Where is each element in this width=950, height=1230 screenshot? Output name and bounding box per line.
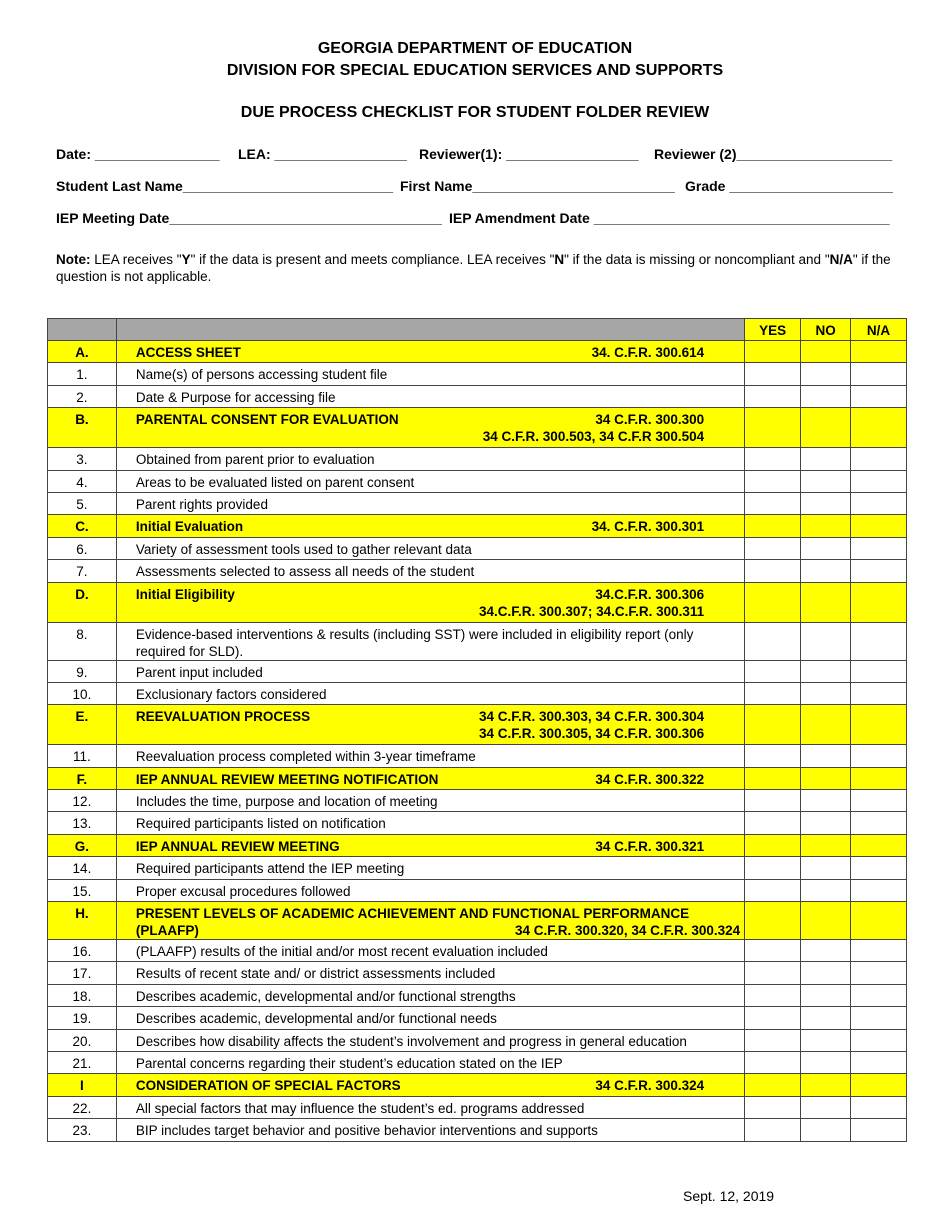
yes-cell[interactable] xyxy=(745,660,801,682)
no-cell[interactable] xyxy=(801,660,851,682)
na-cell[interactable] xyxy=(851,622,907,660)
checklist-table xyxy=(47,318,907,1142)
table-row xyxy=(48,448,907,470)
section-row xyxy=(48,767,907,789)
section-citation: 34 C.F.R. 300.503, 34 C.F.R 300.504 xyxy=(482,429,705,445)
no-cell[interactable] xyxy=(801,902,851,940)
section-citation: 34 C.F.R. 300.303, 34 C.F.R. 300.304 xyxy=(479,709,705,725)
na-cell[interactable] xyxy=(851,385,907,407)
no-cell[interactable] xyxy=(801,515,851,537)
section-title: Initial Eligibility xyxy=(135,586,235,602)
no-cell[interactable] xyxy=(801,1051,851,1073)
item-description: Parental concerns regarding their student’s education stated on the IEP xyxy=(116,1051,744,1073)
footer-date: Sept. 12, 2019 xyxy=(683,1188,775,1204)
yes-column-header: YES xyxy=(745,319,801,341)
na-cell[interactable] xyxy=(851,857,907,879)
yes-cell[interactable] xyxy=(745,385,801,407)
item-number: 22. xyxy=(48,1096,117,1118)
yes-cell[interactable] xyxy=(745,790,801,812)
lea-field[interactable]: LEA: _________________ xyxy=(238,146,407,162)
na-cell[interactable] xyxy=(851,902,907,940)
section-id: C. xyxy=(48,515,117,537)
na-cell[interactable] xyxy=(851,363,907,385)
yes-cell[interactable] xyxy=(745,537,801,559)
table-row xyxy=(48,1119,907,1141)
no-cell[interactable] xyxy=(801,940,851,962)
no-cell[interactable] xyxy=(801,1007,851,1029)
date-field[interactable]: Date: ________________ xyxy=(56,146,220,162)
item-description: Results of recent state and/ or district assessments included xyxy=(116,962,744,984)
yes-cell[interactable] xyxy=(745,857,801,879)
yes-cell[interactable] xyxy=(745,812,801,834)
no-cell[interactable] xyxy=(801,962,851,984)
na-cell[interactable] xyxy=(851,984,907,1006)
section-title: ACCESS SHEET xyxy=(135,345,241,360)
table-row xyxy=(48,962,907,984)
yes-cell[interactable] xyxy=(745,940,801,962)
section-row xyxy=(48,705,907,745)
item-description: Includes the time, purpose and location of meeting xyxy=(116,790,744,812)
section-row xyxy=(48,582,907,622)
yes-cell[interactable] xyxy=(745,1007,801,1029)
na-cell[interactable] xyxy=(851,767,907,789)
no-cell[interactable] xyxy=(801,1029,851,1051)
item-description: Describes how disability affects the student’s involvement and progress in general education xyxy=(116,1029,744,1051)
last-name-field[interactable]: Student Last Name___________________________ xyxy=(56,178,394,194)
na-cell[interactable] xyxy=(851,470,907,492)
item-number: 16. xyxy=(48,940,117,962)
item-description: Name(s) of persons accessing student file xyxy=(116,363,744,385)
yes-cell[interactable] xyxy=(745,1096,801,1118)
section-id: B. xyxy=(48,408,117,448)
table-header-row xyxy=(48,319,907,341)
section-id: D. xyxy=(48,582,117,622)
section-citation: 34.C.F.R. 300.306 xyxy=(595,586,705,602)
first-name-field[interactable]: First Name__________________________ xyxy=(400,178,675,194)
table-row xyxy=(48,363,907,385)
no-cell[interactable] xyxy=(801,682,851,704)
reviewer2-field[interactable]: Reviewer (2)____________________ xyxy=(654,146,893,162)
no-cell[interactable] xyxy=(801,1119,851,1141)
item-number: 15. xyxy=(48,879,117,901)
section-citation: 34 C.F.R. 300.300 xyxy=(595,412,705,428)
yes-cell[interactable] xyxy=(745,515,801,537)
table-row xyxy=(48,385,907,407)
item-number: 20. xyxy=(48,1029,117,1051)
table-row xyxy=(48,984,907,1006)
yes-cell[interactable] xyxy=(745,448,801,470)
na-cell[interactable] xyxy=(851,1007,907,1029)
na-cell[interactable] xyxy=(851,560,907,582)
no-cell[interactable] xyxy=(801,1074,851,1096)
iep-meeting-date-field[interactable]: IEP Meeting Date___________________________________ xyxy=(56,210,442,226)
no-cell[interactable] xyxy=(801,448,851,470)
no-column-header: NO xyxy=(801,319,851,341)
section-citation: 34. C.F.R. 300.614 xyxy=(591,345,705,360)
item-description: Reevaluation process completed within 3-year timeframe xyxy=(116,745,744,767)
no-cell[interactable] xyxy=(801,705,851,745)
section-id: F. xyxy=(48,767,117,789)
section-title: REEVALUATION PROCESS xyxy=(135,709,311,725)
na-column-header: N/A xyxy=(851,319,907,341)
yes-cell[interactable] xyxy=(745,745,801,767)
item-number: 3. xyxy=(48,448,117,470)
item-description: Variety of assessment tools used to gather relevant data xyxy=(116,537,744,559)
yes-cell[interactable] xyxy=(745,492,801,514)
na-cell[interactable] xyxy=(851,1096,907,1118)
yes-cell[interactable] xyxy=(745,1029,801,1051)
yes-cell[interactable] xyxy=(745,582,801,622)
na-cell[interactable] xyxy=(851,492,907,514)
yes-cell[interactable] xyxy=(745,682,801,704)
na-cell[interactable] xyxy=(851,1051,907,1073)
table-row xyxy=(48,682,907,704)
table-row xyxy=(48,790,907,812)
yes-cell[interactable] xyxy=(745,1051,801,1073)
na-cell[interactable] xyxy=(851,790,907,812)
na-cell[interactable] xyxy=(851,940,907,962)
table-row xyxy=(48,470,907,492)
table-row xyxy=(48,1007,907,1029)
item-number: 14. xyxy=(48,857,117,879)
section-title: IEP ANNUAL REVIEW MEETING NOTIFICATION xyxy=(135,771,439,787)
section-title: PRESENT LEVELS OF ACADEMIC ACHIEVEMENT AND FUNCTIONAL PERFORMANCE xyxy=(135,906,690,922)
item-description: (PLAAFP) results of the initial and/or most recent evaluation included xyxy=(116,940,744,962)
section-row xyxy=(48,515,907,537)
yes-cell[interactable] xyxy=(745,767,801,789)
item-number: 21. xyxy=(48,1051,117,1073)
table-row xyxy=(48,537,907,559)
no-cell[interactable] xyxy=(801,857,851,879)
no-cell[interactable] xyxy=(801,363,851,385)
no-cell[interactable] xyxy=(801,745,851,767)
division-title: DIVISION FOR SPECIAL EDUCATION SERVICES AND SUPPORTS xyxy=(226,62,724,79)
item-number: 6. xyxy=(48,537,117,559)
section-title: Initial Evaluation xyxy=(135,519,244,535)
item-number: 13. xyxy=(48,812,117,834)
table-row xyxy=(48,1051,907,1073)
na-cell[interactable] xyxy=(851,582,907,622)
iep-amendment-date-field[interactable]: IEP Amendment Date ______________________________________ xyxy=(449,210,890,226)
no-cell[interactable] xyxy=(801,812,851,834)
no-cell[interactable] xyxy=(801,537,851,559)
yes-cell[interactable] xyxy=(745,560,801,582)
item-number: 10. xyxy=(48,682,117,704)
section-citation: 34 C.F.R. 300.321 xyxy=(595,838,705,854)
no-cell[interactable] xyxy=(801,385,851,407)
no-cell[interactable] xyxy=(801,408,851,448)
section-id: H. xyxy=(48,902,117,940)
item-number: 23. xyxy=(48,1119,117,1141)
item-number: 9. xyxy=(48,660,117,682)
no-cell[interactable] xyxy=(801,582,851,622)
section-row xyxy=(48,341,907,363)
section-title: IEP ANNUAL REVIEW MEETING xyxy=(135,838,340,854)
item-description: Parent rights provided xyxy=(116,492,744,514)
compliance-note: Note: LEA receives "Y" if the data is present and meets compliance. LEA receives "N" if the data is missing or noncompliant and "N/A" if the question is not applicable. xyxy=(56,252,891,284)
table-row xyxy=(48,1029,907,1051)
na-cell[interactable] xyxy=(851,448,907,470)
yes-cell[interactable] xyxy=(745,341,801,363)
na-cell[interactable] xyxy=(851,682,907,704)
no-cell[interactable] xyxy=(801,767,851,789)
section-id: I xyxy=(48,1074,117,1096)
item-number: 5. xyxy=(48,492,117,514)
table-row xyxy=(48,812,907,834)
item-description: Date & Purpose for accessing file xyxy=(116,385,744,407)
na-cell[interactable] xyxy=(851,408,907,448)
table-row xyxy=(48,1096,907,1118)
na-cell[interactable] xyxy=(851,834,907,856)
section-citation: 34 C.F.R. 300.320, 34 C.F.R. 300.324 xyxy=(515,923,741,939)
yes-cell[interactable] xyxy=(745,1119,801,1141)
item-description: Parent input included xyxy=(116,660,744,682)
item-description: Required participants attend the IEP meeting xyxy=(116,857,744,879)
item-number: 4. xyxy=(48,470,117,492)
yes-cell[interactable] xyxy=(745,902,801,940)
table-row xyxy=(48,745,907,767)
item-description: Describes academic, developmental and/or functional strengths xyxy=(116,984,744,1006)
yes-cell[interactable] xyxy=(745,984,801,1006)
na-cell[interactable] xyxy=(851,1119,907,1141)
yes-cell[interactable] xyxy=(745,622,801,660)
na-cell[interactable] xyxy=(851,341,907,363)
item-description: Required participants listed on notification xyxy=(116,812,744,834)
agency-title: GEORGIA DEPARTMENT OF EDUCATION xyxy=(317,40,633,57)
na-cell[interactable] xyxy=(851,1074,907,1096)
item-number: 12. xyxy=(48,790,117,812)
yes-cell[interactable] xyxy=(745,962,801,984)
yes-cell[interactable] xyxy=(745,470,801,492)
section-citation: 34 C.F.R. 300.305, 34 C.F.R. 300.306 xyxy=(479,726,705,742)
table-row xyxy=(48,492,907,514)
grade-field[interactable]: Grade _____________________ xyxy=(685,178,893,194)
no-cell[interactable] xyxy=(801,341,851,363)
section-citation: 34 C.F.R. 300.324 xyxy=(595,1078,705,1094)
item-number: 19. xyxy=(48,1007,117,1029)
table-row xyxy=(48,857,907,879)
item-description: Areas to be evaluated listed on parent consent xyxy=(116,470,744,492)
item-number: 8. xyxy=(48,622,117,660)
section-citation: 34.C.F.R. 300.307; 34.C.F.R. 300.311 xyxy=(479,603,705,619)
item-number: 11. xyxy=(48,745,117,767)
na-cell[interactable] xyxy=(851,812,907,834)
yes-cell[interactable] xyxy=(745,879,801,901)
na-cell[interactable] xyxy=(851,879,907,901)
document-title: DUE PROCESS CHECKLIST FOR STUDENT FOLDER REVIEW xyxy=(240,104,710,121)
section-id: E. xyxy=(48,705,117,745)
item-description: Proper excusal procedures followed xyxy=(116,879,744,901)
section-title-continued: (PLAAFP) xyxy=(135,923,199,939)
no-cell[interactable] xyxy=(801,790,851,812)
yes-cell[interactable] xyxy=(745,705,801,745)
no-cell[interactable] xyxy=(801,560,851,582)
section-citation: 34. C.F.R. 300.301 xyxy=(591,519,705,535)
item-number: 2. xyxy=(48,385,117,407)
no-cell[interactable] xyxy=(801,470,851,492)
section-row xyxy=(48,902,907,940)
table-row xyxy=(48,622,907,660)
na-cell[interactable] xyxy=(851,515,907,537)
yes-cell[interactable] xyxy=(745,834,801,856)
yes-cell[interactable] xyxy=(745,1074,801,1096)
section-title: CONSIDERATION OF SPECIAL FACTORS xyxy=(135,1078,401,1094)
table-row xyxy=(48,660,907,682)
section-row xyxy=(48,1074,907,1096)
table-row xyxy=(48,940,907,962)
no-cell[interactable] xyxy=(801,1096,851,1118)
section-citation: 34 C.F.R. 300.322 xyxy=(595,771,705,787)
no-cell[interactable] xyxy=(801,622,851,660)
item-number: 1. xyxy=(48,363,117,385)
na-cell[interactable] xyxy=(851,962,907,984)
item-number: 7. xyxy=(48,560,117,582)
section-row xyxy=(48,408,907,448)
section-id: A. xyxy=(48,341,117,363)
item-description: Assessments selected to assess all needs of the student xyxy=(116,560,744,582)
no-cell[interactable] xyxy=(801,984,851,1006)
table-row xyxy=(48,879,907,901)
no-cell[interactable] xyxy=(801,879,851,901)
yes-cell[interactable] xyxy=(745,363,801,385)
no-cell[interactable] xyxy=(801,492,851,514)
section-row xyxy=(48,834,907,856)
na-cell[interactable] xyxy=(851,537,907,559)
table-row xyxy=(48,560,907,582)
section-title: PARENTAL CONSENT FOR EVALUATION xyxy=(135,412,399,428)
na-cell[interactable] xyxy=(851,660,907,682)
no-cell[interactable] xyxy=(801,834,851,856)
na-cell[interactable] xyxy=(851,1029,907,1051)
item-description: Describes academic, developmental and/or functional needs xyxy=(116,1007,744,1029)
item-description: Exclusionary factors considered xyxy=(116,682,744,704)
na-cell[interactable] xyxy=(851,745,907,767)
item-description: BIP includes target behavior and positive behavior interventions and supports xyxy=(116,1119,744,1141)
item-description: Obtained from parent prior to evaluation xyxy=(116,448,744,470)
item-number: 18. xyxy=(48,984,117,1006)
reviewer1-field[interactable]: Reviewer(1): _________________ xyxy=(419,146,639,162)
section-id: G. xyxy=(48,834,117,856)
item-description: All special factors that may influence the student’s ed. programs addressed xyxy=(116,1096,744,1118)
item-description: Evidence-based interventions & results (including SST) were included in eligibility report (only required for SLD). xyxy=(116,622,744,660)
yes-cell[interactable] xyxy=(745,408,801,448)
item-number: 17. xyxy=(48,962,117,984)
na-cell[interactable] xyxy=(851,705,907,745)
